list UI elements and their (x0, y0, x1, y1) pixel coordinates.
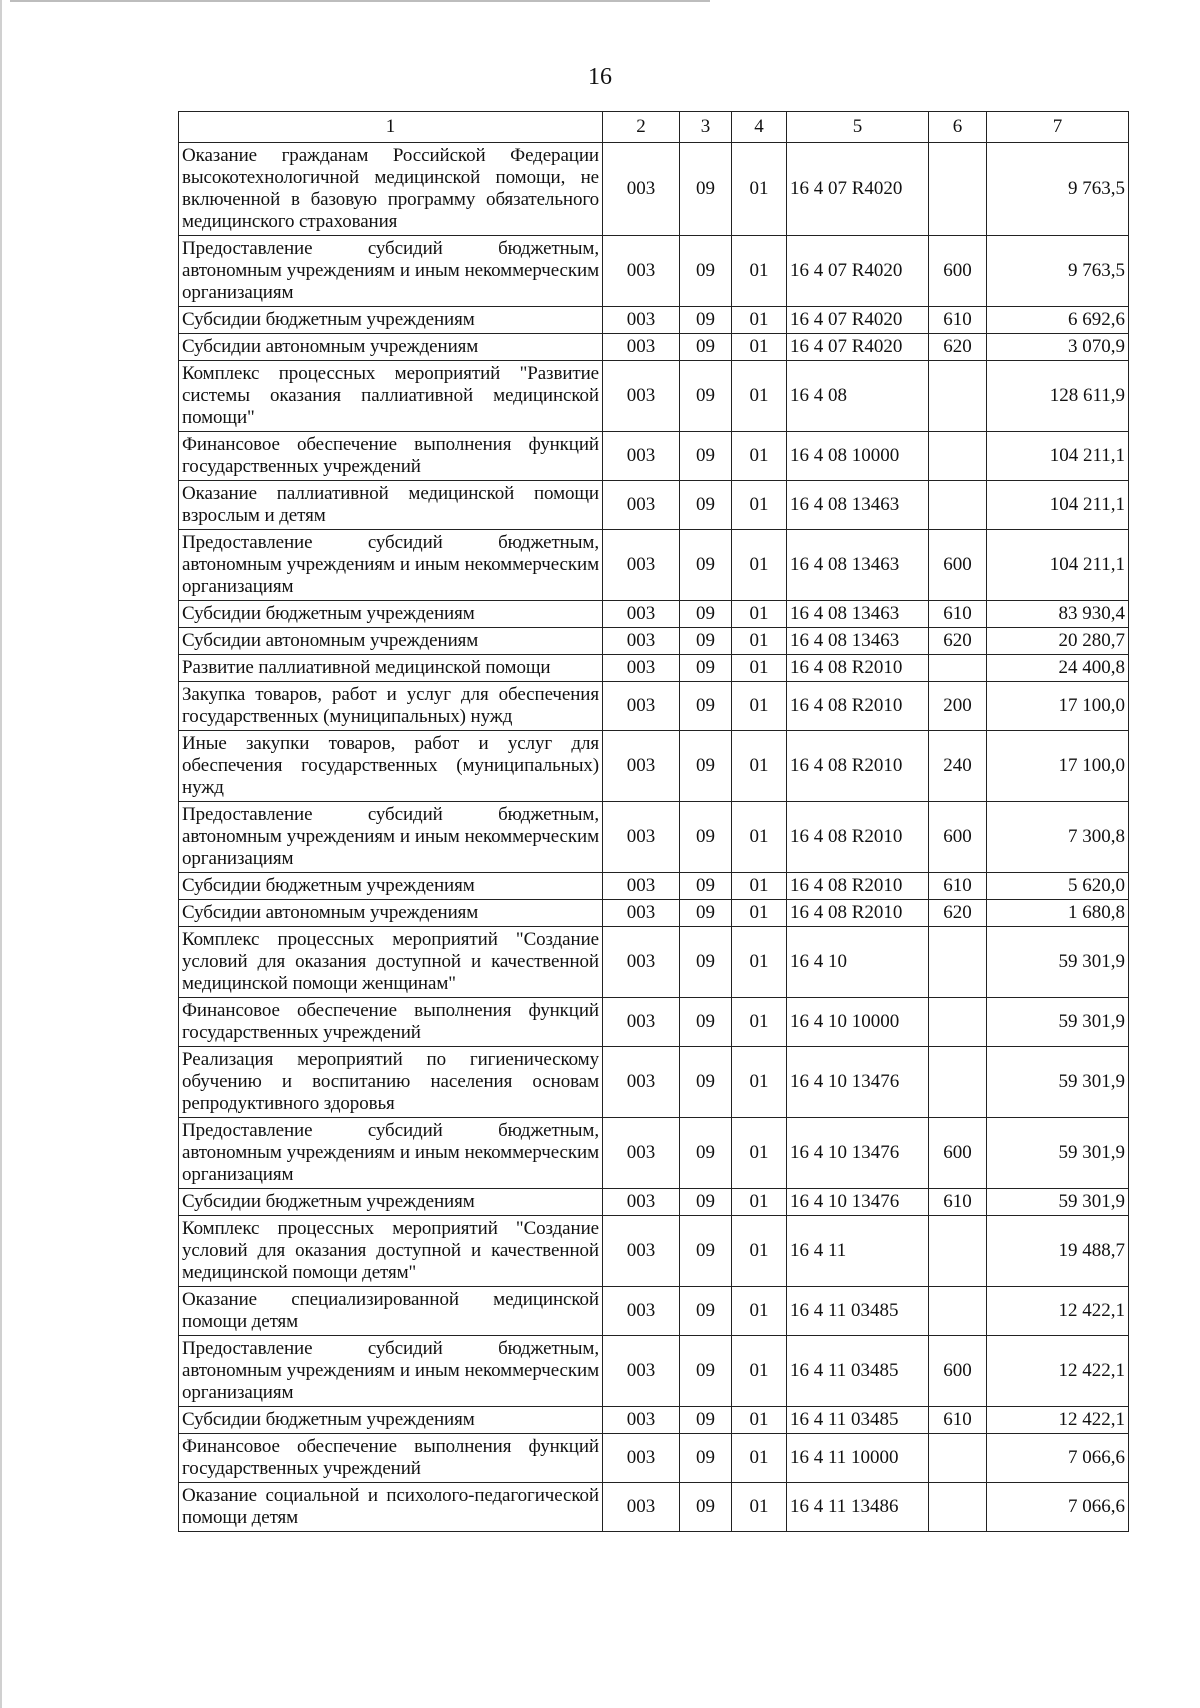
table-body (179, 143, 1129, 1532)
row-name: Субсидии бюджетным учреждениям (179, 601, 603, 628)
row-col-6 (929, 1483, 987, 1532)
row-col-4: 01 (732, 143, 787, 236)
row-col-3: 09 (680, 1336, 732, 1407)
table-row (179, 481, 1129, 530)
row-col-3: 09 (680, 927, 732, 998)
row-col-7: 59 301,9 (987, 927, 1129, 998)
row-col-3: 09 (680, 1047, 732, 1118)
row-col-4: 01 (732, 655, 787, 682)
row-col-2: 003 (603, 628, 680, 655)
row-col-2: 003 (603, 998, 680, 1047)
row-col-2: 003 (603, 530, 680, 601)
row-col-3: 09 (680, 1483, 732, 1532)
row-col-5: 16 4 11 10000 (787, 1434, 929, 1483)
row-col-2: 003 (603, 1407, 680, 1434)
row-col-5: 16 4 07 R4020 (787, 143, 929, 236)
row-col-6: 620 (929, 900, 987, 927)
row-col-6 (929, 432, 987, 481)
row-col-5: 16 4 11 13486 (787, 1483, 929, 1532)
row-col-5: 16 4 11 03485 (787, 1336, 929, 1407)
row-col-5: 16 4 11 03485 (787, 1407, 929, 1434)
row-col-2: 003 (603, 655, 680, 682)
row-col-2: 003 (603, 601, 680, 628)
row-name: Оказание специализированной медицинской помощи детям (179, 1287, 603, 1336)
table-row (179, 1287, 1129, 1336)
table-row (179, 334, 1129, 361)
row-col-4: 01 (732, 432, 787, 481)
header-col-1: 1 (179, 112, 603, 143)
row-col-5: 16 4 08 (787, 361, 929, 432)
row-col-7: 59 301,9 (987, 998, 1129, 1047)
row-col-2: 003 (603, 307, 680, 334)
row-name: Развитие паллиативной медицинской помощи (179, 655, 603, 682)
row-col-4: 01 (732, 1047, 787, 1118)
row-col-6 (929, 998, 987, 1047)
table-row (179, 731, 1129, 802)
row-col-6: 600 (929, 1336, 987, 1407)
row-col-2: 003 (603, 802, 680, 873)
row-col-3: 09 (680, 873, 732, 900)
scan-edge-left (0, 0, 2, 1708)
row-col-7: 17 100,0 (987, 682, 1129, 731)
row-col-7: 24 400,8 (987, 655, 1129, 682)
row-col-6: 610 (929, 1407, 987, 1434)
header-col-3: 3 (680, 112, 732, 143)
row-col-2: 003 (603, 1216, 680, 1287)
row-col-4: 01 (732, 601, 787, 628)
row-col-3: 09 (680, 1434, 732, 1483)
row-col-2: 003 (603, 334, 680, 361)
row-col-4: 01 (732, 361, 787, 432)
table-row (179, 1336, 1129, 1407)
row-col-4: 01 (732, 998, 787, 1047)
row-col-3: 09 (680, 1287, 732, 1336)
row-col-7: 7 066,6 (987, 1434, 1129, 1483)
row-col-5: 16 4 10 13476 (787, 1118, 929, 1189)
row-col-6: 600 (929, 802, 987, 873)
row-col-3: 09 (680, 236, 732, 307)
row-name: Реализация мероприятий по гигиеническому обучению и воспитанию населения основам репродуктивного здоровья (179, 1047, 603, 1118)
row-col-7: 12 422,1 (987, 1287, 1129, 1336)
row-col-4: 01 (732, 530, 787, 601)
row-col-4: 01 (732, 1189, 787, 1216)
row-col-4: 01 (732, 1434, 787, 1483)
header-col-4: 4 (732, 112, 787, 143)
row-name: Субсидии бюджетным учреждениям (179, 307, 603, 334)
row-name: Финансовое обеспечение выполнения функций государственных учреждений (179, 1434, 603, 1483)
row-col-4: 01 (732, 481, 787, 530)
row-col-5: 16 4 10 10000 (787, 998, 929, 1047)
row-name: Финансовое обеспечение выполнения функций государственных учреждений (179, 998, 603, 1047)
row-name: Оказание паллиативной медицинской помощи взрослым и детям (179, 481, 603, 530)
row-name: Предоставление субсидий бюджетным, автономным учреждениям и иным некоммерческим организациям (179, 530, 603, 601)
row-col-7: 5 620,0 (987, 873, 1129, 900)
table-row (179, 236, 1129, 307)
row-col-2: 003 (603, 1483, 680, 1532)
row-col-7: 3 070,9 (987, 334, 1129, 361)
row-col-2: 003 (603, 927, 680, 998)
row-col-2: 003 (603, 873, 680, 900)
row-col-3: 09 (680, 1216, 732, 1287)
row-name: Финансовое обеспечение выполнения функций государственных учреждений (179, 432, 603, 481)
row-col-6: 600 (929, 236, 987, 307)
table-header-row (179, 112, 1129, 143)
row-name: Оказание социальной и психолого-педагогической помощи детям (179, 1483, 603, 1532)
row-name: Комплекс процессных мероприятий "Создание условий для оказания доступной и качественной медицинской помощи детям" (179, 1216, 603, 1287)
table-row (179, 307, 1129, 334)
row-name: Предоставление субсидий бюджетным, автономным учреждениям и иным некоммерческим организациям (179, 236, 603, 307)
row-col-5: 16 4 11 (787, 1216, 929, 1287)
row-col-6 (929, 1047, 987, 1118)
row-col-5: 16 4 10 13476 (787, 1047, 929, 1118)
row-col-5: 16 4 08 R2010 (787, 900, 929, 927)
table-row (179, 682, 1129, 731)
row-col-3: 09 (680, 361, 732, 432)
row-name: Субсидии бюджетным учреждениям (179, 1407, 603, 1434)
row-col-7: 7 300,8 (987, 802, 1129, 873)
row-col-5: 16 4 10 13476 (787, 1189, 929, 1216)
table-row (179, 601, 1129, 628)
row-col-2: 003 (603, 1047, 680, 1118)
row-col-2: 003 (603, 731, 680, 802)
row-col-4: 01 (732, 307, 787, 334)
row-col-7: 59 301,9 (987, 1047, 1129, 1118)
row-col-3: 09 (680, 731, 732, 802)
row-col-5: 16 4 08 R2010 (787, 873, 929, 900)
row-name: Оказание гражданам Российской Федерации высокотехнологичной медицинской помощи, не включенной в базовую программу обязательного медицинского страхования (179, 143, 603, 236)
row-col-7: 19 488,7 (987, 1216, 1129, 1287)
table-row (179, 1047, 1129, 1118)
row-col-7: 6 692,6 (987, 307, 1129, 334)
table-row (179, 900, 1129, 927)
row-col-3: 09 (680, 802, 732, 873)
row-col-5: 16 4 08 R2010 (787, 682, 929, 731)
row-col-2: 003 (603, 900, 680, 927)
header-col-7: 7 (987, 112, 1129, 143)
row-col-3: 09 (680, 481, 732, 530)
row-col-7: 104 211,1 (987, 432, 1129, 481)
row-name: Закупка товаров, работ и услуг для обеспечения государственных (муниципальных) нужд (179, 682, 603, 731)
table-row (179, 1189, 1129, 1216)
row-col-7: 83 930,4 (987, 601, 1129, 628)
row-col-3: 09 (680, 1189, 732, 1216)
row-col-4: 01 (732, 682, 787, 731)
row-col-3: 09 (680, 682, 732, 731)
row-col-3: 09 (680, 900, 732, 927)
row-col-6: 240 (929, 731, 987, 802)
row-col-5: 16 4 10 (787, 927, 929, 998)
table-row (179, 1216, 1129, 1287)
row-col-6: 610 (929, 873, 987, 900)
row-col-4: 01 (732, 731, 787, 802)
row-col-3: 09 (680, 530, 732, 601)
row-col-2: 003 (603, 143, 680, 236)
row-col-4: 01 (732, 1216, 787, 1287)
row-col-6: 600 (929, 1118, 987, 1189)
row-col-4: 01 (732, 1287, 787, 1336)
row-col-7: 59 301,9 (987, 1118, 1129, 1189)
row-name: Субсидии бюджетным учреждениям (179, 1189, 603, 1216)
table-row (179, 802, 1129, 873)
row-col-5: 16 4 08 R2010 (787, 731, 929, 802)
row-col-4: 01 (732, 802, 787, 873)
table-row (179, 361, 1129, 432)
row-col-3: 09 (680, 1407, 732, 1434)
row-col-6 (929, 1434, 987, 1483)
row-col-2: 003 (603, 682, 680, 731)
row-col-3: 09 (680, 655, 732, 682)
row-col-5: 16 4 08 13463 (787, 481, 929, 530)
row-name: Иные закупки товаров, работ и услуг для обеспечения государственных (муниципальных) нужд (179, 731, 603, 802)
row-col-7: 104 211,1 (987, 481, 1129, 530)
row-col-6 (929, 1216, 987, 1287)
table-row (179, 143, 1129, 236)
row-col-3: 09 (680, 628, 732, 655)
row-name: Субсидии автономным учреждениям (179, 900, 603, 927)
row-col-3: 09 (680, 432, 732, 481)
row-col-5: 16 4 08 13463 (787, 601, 929, 628)
row-col-5: 16 4 08 R2010 (787, 802, 929, 873)
row-col-4: 01 (732, 1483, 787, 1532)
row-col-5: 16 4 08 13463 (787, 530, 929, 601)
row-col-4: 01 (732, 927, 787, 998)
row-col-5: 16 4 08 10000 (787, 432, 929, 481)
row-col-6: 200 (929, 682, 987, 731)
table-row (179, 927, 1129, 998)
row-col-7: 20 280,7 (987, 628, 1129, 655)
row-col-6: 600 (929, 530, 987, 601)
row-col-3: 09 (680, 601, 732, 628)
row-col-7: 17 100,0 (987, 731, 1129, 802)
row-col-6 (929, 1287, 987, 1336)
row-name: Комплекс процессных мероприятий "Развитие системы оказания паллиативной медицинской помощи" (179, 361, 603, 432)
row-col-4: 01 (732, 236, 787, 307)
row-col-2: 003 (603, 1189, 680, 1216)
row-col-7: 9 763,5 (987, 236, 1129, 307)
row-col-2: 003 (603, 432, 680, 481)
row-col-5: 16 4 07 R4020 (787, 307, 929, 334)
row-col-4: 01 (732, 1407, 787, 1434)
row-col-6 (929, 655, 987, 682)
row-name: Предоставление субсидий бюджетным, автономным учреждениям и иным некоммерческим организациям (179, 1118, 603, 1189)
row-col-6 (929, 481, 987, 530)
row-col-5: 16 4 11 03485 (787, 1287, 929, 1336)
table-row (179, 530, 1129, 601)
row-col-7: 104 211,1 (987, 530, 1129, 601)
table-row (179, 655, 1129, 682)
table-row (179, 873, 1129, 900)
table-row (179, 1407, 1129, 1434)
table-row (179, 1118, 1129, 1189)
row-col-2: 003 (603, 1336, 680, 1407)
row-col-2: 003 (603, 481, 680, 530)
row-col-7: 59 301,9 (987, 1189, 1129, 1216)
row-name: Предоставление субсидий бюджетным, автономным учреждениям и иным некоммерческим организациям (179, 1336, 603, 1407)
row-col-5: 16 4 07 R4020 (787, 334, 929, 361)
row-name: Субсидии бюджетным учреждениям (179, 873, 603, 900)
row-col-5: 16 4 08 13463 (787, 628, 929, 655)
row-col-3: 09 (680, 307, 732, 334)
row-col-6 (929, 361, 987, 432)
row-col-7: 12 422,1 (987, 1336, 1129, 1407)
header-col-2: 2 (603, 112, 680, 143)
row-col-2: 003 (603, 1118, 680, 1189)
table-row (179, 628, 1129, 655)
header-col-5: 5 (787, 112, 929, 143)
row-col-4: 01 (732, 1336, 787, 1407)
page-number: 16 (588, 64, 612, 90)
row-col-4: 01 (732, 1118, 787, 1189)
row-col-4: 01 (732, 334, 787, 361)
row-col-3: 09 (680, 143, 732, 236)
header-col-6: 6 (929, 112, 987, 143)
table-row (179, 1434, 1129, 1483)
row-col-6: 620 (929, 334, 987, 361)
row-col-4: 01 (732, 628, 787, 655)
row-col-2: 003 (603, 1287, 680, 1336)
row-col-3: 09 (680, 334, 732, 361)
row-col-6 (929, 927, 987, 998)
row-col-6: 620 (929, 628, 987, 655)
row-name: Субсидии автономным учреждениям (179, 628, 603, 655)
row-col-2: 003 (603, 361, 680, 432)
row-col-6: 610 (929, 307, 987, 334)
row-col-3: 09 (680, 1118, 732, 1189)
row-col-7: 9 763,5 (987, 143, 1129, 236)
row-col-6: 610 (929, 1189, 987, 1216)
budget-table (178, 111, 1129, 1532)
row-col-3: 09 (680, 998, 732, 1047)
row-col-6: 610 (929, 601, 987, 628)
row-col-7: 7 066,6 (987, 1483, 1129, 1532)
row-col-4: 01 (732, 873, 787, 900)
row-col-6 (929, 143, 987, 236)
row-col-7: 128 611,9 (987, 361, 1129, 432)
row-col-7: 1 680,8 (987, 900, 1129, 927)
row-col-5: 16 4 08 R2010 (787, 655, 929, 682)
row-col-7: 12 422,1 (987, 1407, 1129, 1434)
row-col-4: 01 (732, 900, 787, 927)
row-col-2: 003 (603, 1434, 680, 1483)
row-col-5: 16 4 07 R4020 (787, 236, 929, 307)
scan-edge-top (10, 0, 710, 2)
row-name: Предоставление субсидий бюджетным, автономным учреждениям и иным некоммерческим организациям (179, 802, 603, 873)
row-name: Субсидии автономным учреждениям (179, 334, 603, 361)
table-row (179, 432, 1129, 481)
row-name: Комплекс процессных мероприятий "Создание условий для оказания доступной и качественной медицинской помощи женщинам" (179, 927, 603, 998)
row-col-2: 003 (603, 236, 680, 307)
table-row (179, 998, 1129, 1047)
table-row (179, 1483, 1129, 1532)
